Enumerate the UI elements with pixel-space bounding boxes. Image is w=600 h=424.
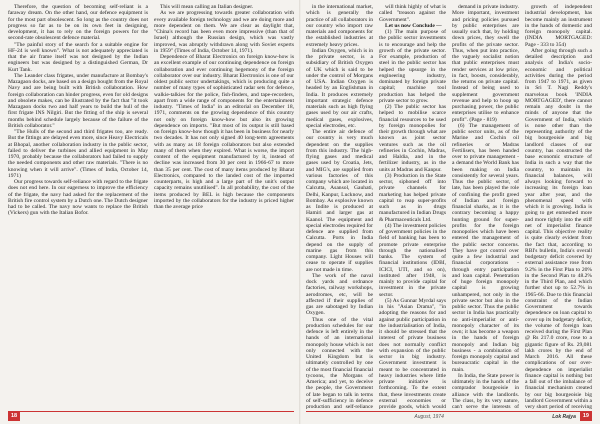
- paragraph: Our progress towards self-reliance with regard to the frigate does not end here. In our eagerness to improve the efficiency of the frigate, the navy had asked for the replacement of the British fire control system by a Dutch one. The Dutch designer had to be called. The navy now wants to replace the British (Vickers) gun with the Italian Bofor.: [8, 179, 148, 217]
- paragraph: The Leander class frigates, under manufacture at Bombay's Mazagaon docks, are based on a design bought from the Royal Navy and are being built with British collaboration. How foreign collaboration can hinder progress, even for old designs and obsolete makes, can be illustrated by the fact that "it took Mazagaon docks two and half years to build the hull of the first frigate INS Nilgiri. But the fitting of the ship is several months behind schedule largely because of the failure of the British collaborator.": [8, 72, 148, 129]
- footer-date: August, 1974: [414, 413, 444, 420]
- paragraph: Indian Oxygen, which is in the private sector, is a subsidiary of British Oxygen of UK which is said to be under the control of Morgans of USA. Indian Oxygen is headed by an Englishman in India. It produces extremely important strategic defence materials such as high flying gases used by our air crafts, medical gases, explosives, special electrodes, etc.: [306, 47, 373, 129]
- paragraph: Dependence of Bharat Electronics on foreign know-how is an excellent example of our continuing dependence on foreign collaboration and ever continuing hegemony of the foreign collaborator over our industry. Bharat Electronics is one of our oldest public sector undertakings, which is producing quite a number of many types of sophisticated radar sets for defence, walkie-talkies for the police, fish-finders, and tape-recorders, apart from a wide range of components for the entertainment industry. "Times of India" in an editorial on December 18, 1971, comments on the growing dependence of this country not only on foreign know-how but also its growing dependence on imports. "But most of its output is still based on foreign know-how though it has been in business for nearly two decades. It has not only signed 40 long-term agreements with as many as 18 foreign collaborators but also extended many of them when they expired. What is worse, the import content of the equipment manufactured by it, instead of decline was increased from 30 per cent in 1966-67 to more than 35 per cent. The cost of many items produced by Bharat Electronics, compared to the landed cost of the imported counterparts, is high and a large part of the unit's output capacity remains unutilised". In all probability, the cost of the items produced by BEL is high because the components imported by the collaborators for the industry is priced higher than the average price: [154, 54, 294, 210]
- left-page-footer: [8, 411, 294, 421]
- text-column: [525, 4, 592, 410]
- paragraph: in the international market, which is generally the practice of all collaborators in our country who import raw materials and components for the established industries at extremely heavy prices.: [306, 4, 373, 48]
- paragraph: demand in private industry. More important, investment and pricing policies pursued by public enterprises are usually such that, by holding down prices, they swell the profits of the private sector. Thus, when put into practice, the vaguely socialist notion that public enterprises must render services at low price, in fact, boosts, considerably, the returns on private capital. Instead of being used to supplement government revenue and help to hoop up purchasing power, the public enterprises utilise to enhance profit". (Page - 819): [452, 4, 519, 123]
- paragraph: Therefore, the question of becoming self-reliant is a faraway dream. On the other hand, our defence equipment is for the most part obsolescent. So long as the country does not progress so far as to be on its own feet in designing, development, it has to rely on the foreign powers for the second-rate obsolescent defence material.: [8, 4, 148, 42]
- right-page: [300, 0, 600, 424]
- paragraph: (6) The management of public sector units, as of the Marine and Cochin oil refineries or Madras Fertilisers, has been handed over to private management - a demand the World Bank has been making on India consistently for several years. Thus the public sector, of late, has been played the role of confining the profit greed of Indian and foreign financial sharks, as it is the contrary becoming a happy hunting ground for super-profits for the foreign monopolies which have been entered the management of the public sector concerns. They have got control over quite a few industrial and financial corporations - through entry participation and loan capital. Penetration of huge foreign monopoly capital is growing unhampered, not only in the private sector but also in the public sector. Thus the public sector in India has practically no anti-imperialist or anti-monopoly character of its own; it has become a weapon in the hands of foreign monopoly and Indian big business - a combination of foreign monopoly capital and bureaucratic capital in the main.: [452, 122, 519, 373]
- text-column: [452, 4, 519, 410]
- paragraph: The entire air defence of our country is very much dependent on the supplies from this industry. The high-flying gases and medical gases used by Croatia, Jets, and MIG's, are supplied from various factories of this company which are located in Calcutta, Asansol, Gauhati, Delhi, Kanpur, Lucknow, and Bombay. As explosive known as Indite is produced at Hamiri and larger gas at Kaanol. The equipment and special electrodes required for defence are supplied from Calcutta. Ports in India depend on the supply of marine gas from this company. Light Houses will cease to operate if supplies are not made in time.: [306, 129, 373, 273]
- paragraph: "The Hulls of the second and third frigates too, are ready. But the fittings are delayed even more, since Heavy Electricals at Bhopal, another collaboration industry in the public sector, failed to deliver the turbines and allied equipment in May 1970, probably because the collaborators had failed to supply the needed components and other raw materials. "There is no knowing when it will arrive". (Times of India, October 14, 1971): [8, 129, 148, 179]
- page-number: 19: [580, 412, 592, 421]
- text-column: [306, 4, 373, 410]
- paragraph: Let us now Conclude —: [385, 22, 442, 29]
- right-page-footer: [306, 411, 592, 421]
- paragraph: will think highly of what is called "treason against the Government".: [379, 4, 446, 23]
- text-column: [379, 4, 446, 410]
- paragraph: "The painful story of the search for a suitable engine for HF-24 is well known". What is not adequately appreciated is that the air frame itself was not designed by the Indian engineers but was designed by a distinguished German, Dr Kurt Tank.: [8, 41, 148, 73]
- paragraph: (2) The public sector has helped to mobilise scarce financial resources to be used by foreign monopolies for their growth through what are known as joint sector ventures such as the oil refineries in Cochin, Madras, and Haldia, and in the fertilizer industry, as in the units at Madras and Kanpur.: [379, 104, 446, 173]
- paragraph: This will mean calling an Italian designer.: [160, 4, 254, 10]
- text-column: [8, 4, 148, 410]
- text-column: [154, 4, 294, 410]
- paragraph: The work of the naval dock yards and ordnance factories, railway workshops, aerodromes, etc, will be affected if their supplies of gas are sabotaged by Indian Oxygen.: [306, 272, 373, 317]
- left-page-columns: [8, 4, 294, 410]
- paragraph: (1) The main purpose of the public sector investments is to encourage and help the growth of the private sector. For example, production of steel in the public sector has helped the upsurge in the engineering industry, dominated by foreign private capital; machine tool production has helped the private sector to grow.: [379, 29, 446, 104]
- magazine-brand: Lok Rajya: [552, 413, 576, 420]
- paragraph: (4) The investment policies of government policies in the field of banking has been to promote private enterprise through the nationalised banks. The system of financial institutions (IDBI, ICICI, UTI, and so on), instituted after 1948, is mainly to provide capital for investment in the private sector.: [379, 222, 446, 298]
- paragraph: (3) Production in the State sector, siphoned off into private channels for marketing has helped private capital to reap super-profits such as in drugs manufactured in Indian Drugs & Pharmaceuticals Ltd.: [379, 172, 446, 223]
- page-number: 18: [8, 412, 20, 421]
- paragraph: growth of independent industrial development, has become mainly an instrument in the hands of domestic and foreign monopoly capital. (INDIA MORTGAGED: Page - 333 to 354): [525, 4, 592, 48]
- paragraph: After going through such a detailed description and analysis of India's socio-economic and political activities during the period from 1947 to 1971, as given in Sri T. Nagi Reddy's marvelous book 'INDIA MORTGAGED', there cannot remain any doubt in the minds of anyone that the Government of India, which is none other than the representing authority of the big bourgeoisie and big landlord classes of our country, has constructed the base economic structure of India in such a way that the country, to maintain its financial balances, will always looking forward to increasing its foreign loan year after year, and the phenomenal speed with which it is growing. India is going to get enmeshed more and more tightly into the stiff net of imperialist finance capital. This objective reality is quite clearly evident from the fact that, according to RBI's bulletin, India's overall budgetary deficit covered by external assistance rose from 9.2% in the First Plan to 20% in the Second Plan to 48.2% in the Third Plan, and which further shot up to 52.7% in 1965-66. Due to this financial constraint of the Indian Government towards dependence on loan capital to cover up its budgetary deficit, the volume of foreign loan received during the First Plan @ Rs 217.0 crore, rose to a gigantic figure of Rs. 29,081 lakh crores by the end of March 2016. All these complications of our over-dependence on imperialist finance capital is nothing but a fall out of the imbalance of financial mechanism created by our big bourgeoisie big landlord Government within a very short period of receiving: [525, 47, 592, 410]
- paragraph: As we are progressing towards greater collaboration with every available foreign technology and we are doing more and more dependent on them. We are clear as daylight that, "China's record has been even more impressive (than that of Israel) although the Russian design, which was vastly improved, was abruptly withdrawn along with Soviet experts in 1959" (Times of India, October 14, 1971).: [154, 10, 294, 54]
- paragraph: In India, the State power is ultimately in the hands of the comprador bourgeoisie in alliance with the landlords. The class, by its very nature, can't serve the interests of: [452, 372, 519, 410]
- right-page-columns: [306, 4, 592, 410]
- paragraph: Thus one of the vital production schedules for our defence is left entirely in the hands of an international monopoly house which is not only connected with the United Kingdom but is ultimately controlled by one of the most financial financial tycoons, the Morgans of America; and yet, to deceive the people, the Government of late began to talk in terms of self-sufficiency in defence production and self-reliance: [306, 316, 373, 410]
- paragraph: (5) As Gunnar Myrdal says in his "Asian Drama", "in adopting the reasons for and against public participation in the industrialisation of India, it should be stressed that the interest of private business does not normally conflict with expansion of the public sector in big industry. Government investment is meant to be concentrated in heavy industries where little private initiative is forthcoming. To the extent that, these investments create external economies or provide goods, which would: [379, 297, 446, 410]
